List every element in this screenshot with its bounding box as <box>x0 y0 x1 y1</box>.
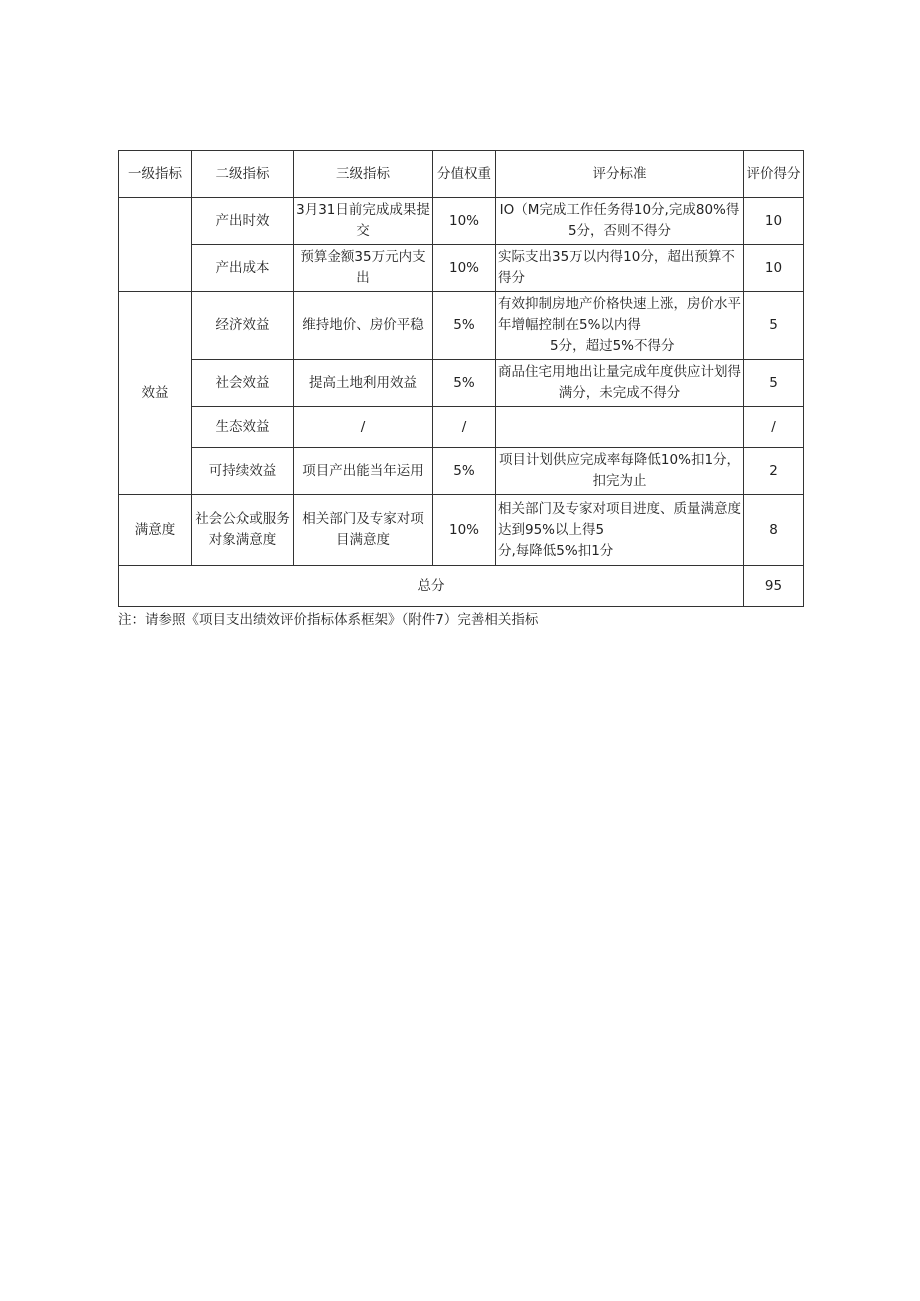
score-cell: 5 <box>744 292 804 360</box>
performance-evaluation-table <box>118 150 804 607</box>
level3-cell: 维持地价、房价平稳 <box>294 292 433 360</box>
header-criteria: 评分标准 <box>496 151 744 198</box>
weight-cell: 10% <box>433 495 496 566</box>
level2-cell: 可持续效益 <box>192 448 294 495</box>
criteria-cell <box>496 292 744 360</box>
level1-output-cell <box>119 198 192 292</box>
level2-cell: 经济效益 <box>192 292 294 360</box>
table-row <box>119 407 804 448</box>
table-row <box>119 448 804 495</box>
criteria-line: 有效抑制房地产价格快速上涨，房价水平年增幅控制在5%以内得 <box>498 296 741 333</box>
score-cell: 10 <box>744 245 804 292</box>
criteria-cell <box>496 495 744 566</box>
criteria-cell: IO（M完成工作任务得10分,完成80%得5分，否则不得分 <box>496 198 744 245</box>
score-cell: 10 <box>744 198 804 245</box>
level3-cell: 提高土地利用效益 <box>294 360 433 407</box>
total-label: 总分 <box>119 566 744 607</box>
weight-cell: 5% <box>433 448 496 495</box>
level2-cell: 生态效益 <box>192 407 294 448</box>
criteria-cell: 项目计划供应完成率每降低10%扣1分，扣完为止 <box>496 448 744 495</box>
weight-cell: 5% <box>433 360 496 407</box>
table-row <box>119 245 804 292</box>
level2-cell: 社会效益 <box>192 360 294 407</box>
level3-cell: / <box>294 407 433 448</box>
table-row <box>119 495 804 566</box>
level2-cell: 产出时效 <box>192 198 294 245</box>
table-row <box>119 198 804 245</box>
table-row <box>119 292 804 360</box>
level1-cell: 满意度 <box>119 495 192 566</box>
score-cell: 5 <box>744 360 804 407</box>
criteria-cell: 商品住宅用地出让量完成年度供应计划得满分，未完成不得分 <box>496 360 744 407</box>
criteria-cell: 实际支出35万以内得10分，超出预算不得分 <box>496 245 744 292</box>
table-row <box>119 360 804 407</box>
header-score: 评价得分 <box>744 151 804 198</box>
weight-cell: 10% <box>433 198 496 245</box>
criteria-line: 5分，超过5%不得分 <box>550 338 675 354</box>
weight-cell: 10% <box>433 245 496 292</box>
header-row <box>119 151 804 198</box>
level3-cell: 相关部门及专家对项目满意度 <box>294 495 433 566</box>
score-cell: 8 <box>744 495 804 566</box>
level3-cell: 3月31日前完成成果提交 <box>294 198 433 245</box>
level3-cell: 预算金额35万元内支出 <box>294 245 433 292</box>
level2-cell: 社会公众或服务对象满意度 <box>192 495 294 566</box>
header-level1: 一级指标 <box>119 151 192 198</box>
header-level2: 二级指标 <box>192 151 294 198</box>
score-cell: / <box>744 407 804 448</box>
criteria-cell <box>496 407 744 448</box>
score-cell: 2 <box>744 448 804 495</box>
total-row <box>119 566 804 607</box>
weight-cell: / <box>433 407 496 448</box>
level3-cell: 项目产出能当年运用 <box>294 448 433 495</box>
criteria-line: 分,每降低5%扣1分 <box>498 542 614 559</box>
level2-cell: 产出成本 <box>192 245 294 292</box>
header-weight: 分值权重 <box>433 151 496 198</box>
criteria-line: 相关部门及专家对项目进度、质量满意度达到95%以上得5 <box>498 500 741 538</box>
weight-cell: 5% <box>433 292 496 360</box>
header-level3: 三级指标 <box>294 151 433 198</box>
total-score: 95 <box>744 566 804 607</box>
level1-cell: 效益 <box>119 292 192 495</box>
footnote: 注：请参照《项目支出绩效评价指标体系框架》（附件7）完善相关指标 <box>118 612 539 628</box>
